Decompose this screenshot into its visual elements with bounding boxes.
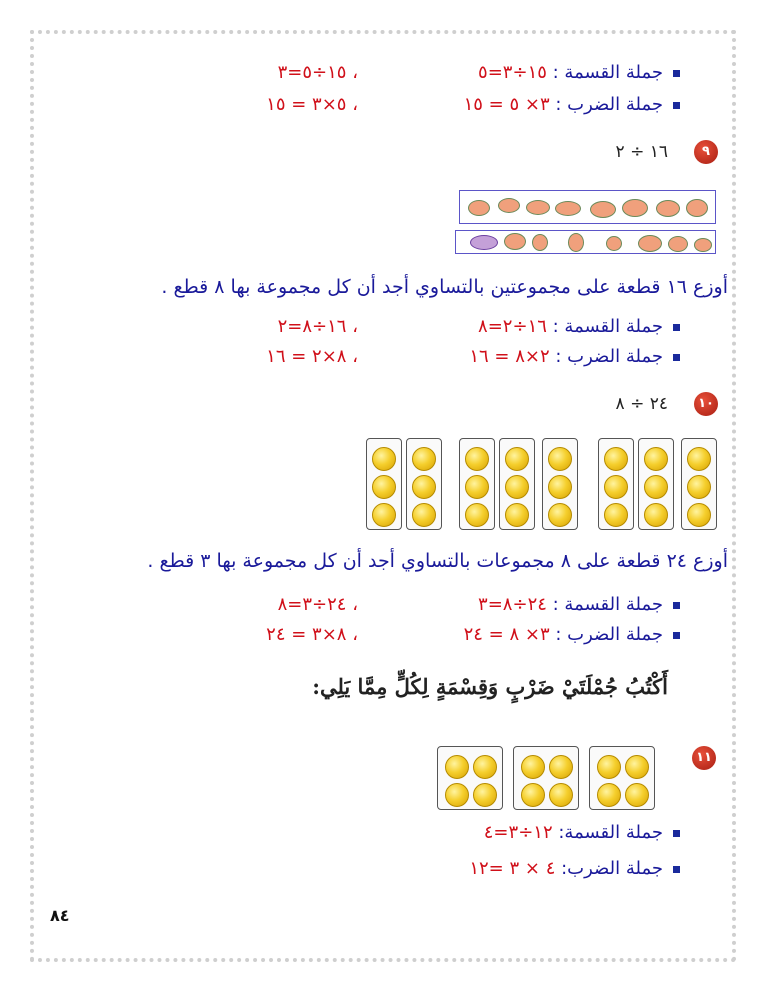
division-label: جملة القسمة : (552, 594, 663, 615)
exercise-number-badge: ١٠ (694, 392, 718, 416)
counter-ball (473, 755, 497, 779)
exercise-expression: ٢٤ ÷ ٨ (615, 394, 668, 414)
counter-ball (687, 475, 711, 499)
group-box (459, 438, 495, 530)
division-answer-2: ، ١٦÷٨=٢ (277, 316, 358, 337)
exercise-number-badge: ٩ (694, 140, 718, 164)
division-sentence-line (484, 822, 680, 843)
group-row-1 (459, 190, 716, 224)
page-number: ٨٤ (50, 906, 70, 925)
piece (526, 200, 550, 215)
bullet-icon (673, 830, 680, 837)
piece (470, 235, 498, 250)
counter-ball (549, 755, 573, 779)
division-label: جملة القسمة : (552, 316, 663, 337)
counter-ball (372, 447, 396, 471)
counter-ball (644, 447, 668, 471)
piece (638, 235, 662, 252)
piece (668, 236, 688, 252)
counter-ball (687, 447, 711, 471)
counter-ball (465, 447, 489, 471)
counter-ball (465, 475, 489, 499)
counter-ball (412, 503, 436, 527)
counter-ball (372, 475, 396, 499)
piece (468, 200, 490, 216)
counter-ball (505, 475, 529, 499)
counter-ball (604, 447, 628, 471)
group-box (513, 746, 579, 810)
piece (532, 234, 548, 251)
multiplication-answer-1: ٣× ٥ = ١٥ (463, 94, 550, 115)
multiplication-answer-2: ، ٨×٣ = ٢٤ (266, 624, 358, 645)
multiplication-sentence-line (464, 94, 680, 115)
bullet-icon (673, 354, 680, 361)
exercise-description: أوزع ٢٤ قطعة على ٨ مجموعات بالتساوي أجد أن كل مجموعة بها ٣ قطع . (147, 550, 728, 572)
multiplication-label: جملة الضرب : (555, 94, 663, 115)
group-box (406, 438, 442, 530)
exercise-expression: ١٦ ÷ ٢ (615, 142, 668, 162)
group-box (681, 438, 717, 530)
group-box (437, 746, 503, 810)
division-sentence-line (478, 594, 680, 615)
piece (686, 199, 708, 217)
counter-ball (412, 475, 436, 499)
division-answer-2: ، ١٥÷٥=٣ (277, 62, 358, 83)
piece (606, 236, 622, 251)
multiplication-answer-2: ، ٨×٢ = ١٦ (266, 346, 358, 367)
division-answer-1: ١٦÷٢=٨ (478, 316, 547, 337)
piece (568, 233, 584, 252)
division-answer-1: ١٥÷٣=٥ (478, 62, 547, 83)
division-sentence-line (478, 62, 680, 83)
group-box (638, 438, 674, 530)
exercise-number-badge: ١١ (692, 746, 716, 770)
counter-ball (521, 783, 545, 807)
counter-ball (604, 503, 628, 527)
bullet-icon (673, 866, 680, 873)
counter-ball (604, 475, 628, 499)
counter-ball (412, 447, 436, 471)
counter-ball (473, 783, 497, 807)
bullet-icon (673, 602, 680, 609)
division-answer-1: ٢٤÷٨=٣ (478, 594, 547, 615)
group-box (499, 438, 535, 530)
counter-ball (597, 783, 621, 807)
counter-ball (548, 475, 572, 499)
multiplication-label: جملة الضرب : (555, 624, 663, 645)
group-box (589, 746, 655, 810)
multiplication-answer-1: ٣× ٨ = ٢٤ (463, 624, 550, 645)
multiplication-label: جملة الضرب : (555, 346, 663, 367)
division-answer-1: ١٢÷٣=٤ (483, 822, 553, 843)
exercise-description: أوزع ١٦ قطعة على مجموعتين بالتساوي أجد أن كل مجموعة بها ٨ قطع . (161, 276, 728, 298)
bullet-icon (673, 324, 680, 331)
division-sentence-line (478, 316, 680, 337)
piece (622, 199, 648, 217)
division-label: جملة القسمة: (558, 822, 663, 843)
counter-ball (445, 783, 469, 807)
bullet-icon (673, 70, 680, 77)
multiplication-sentence-line (464, 624, 680, 645)
counter-ball (548, 503, 572, 527)
piece (590, 201, 616, 218)
counter-ball (625, 755, 649, 779)
group-box (366, 438, 402, 530)
counter-ball (549, 783, 573, 807)
bullet-icon (673, 632, 680, 639)
counter-ball (644, 475, 668, 499)
counter-ball (548, 447, 572, 471)
group-box (542, 438, 578, 530)
counter-ball (445, 755, 469, 779)
counter-ball (521, 755, 545, 779)
counter-ball (625, 783, 649, 807)
multiplication-label: جملة الضرب: (561, 858, 663, 879)
instruction-heading: أَكْتُبُ جُمْلَتَيْ ضَرْبٍ وَقِسْمَةٍ لِكُلٍّ مِمَّا يَلِي: (312, 674, 668, 699)
counter-ball (597, 755, 621, 779)
piece (555, 201, 581, 216)
division-answer-2: ، ٢٤÷٣=٨ (277, 594, 358, 615)
piece (498, 198, 520, 213)
multiplication-answer-1: ٢×٨ = ١٦ (469, 346, 550, 367)
multiplication-sentence-line (469, 858, 680, 879)
piece (656, 200, 680, 217)
counter-ball (465, 503, 489, 527)
multiplication-answer-2: ، ٥×٣ = ١٥ (266, 94, 358, 115)
multiplication-sentence-line (469, 346, 680, 367)
multiplication-answer-1: ٤ × ٣ =١٢ (469, 858, 556, 879)
piece (504, 233, 526, 250)
counter-ball (505, 503, 529, 527)
counter-ball (644, 503, 668, 527)
counter-ball (687, 503, 711, 527)
piece (694, 238, 712, 252)
group-box (598, 438, 634, 530)
division-label: جملة القسمة : (552, 62, 663, 83)
counter-ball (372, 503, 396, 527)
bullet-icon (673, 102, 680, 109)
counter-ball (505, 447, 529, 471)
group-row-2 (455, 230, 716, 254)
